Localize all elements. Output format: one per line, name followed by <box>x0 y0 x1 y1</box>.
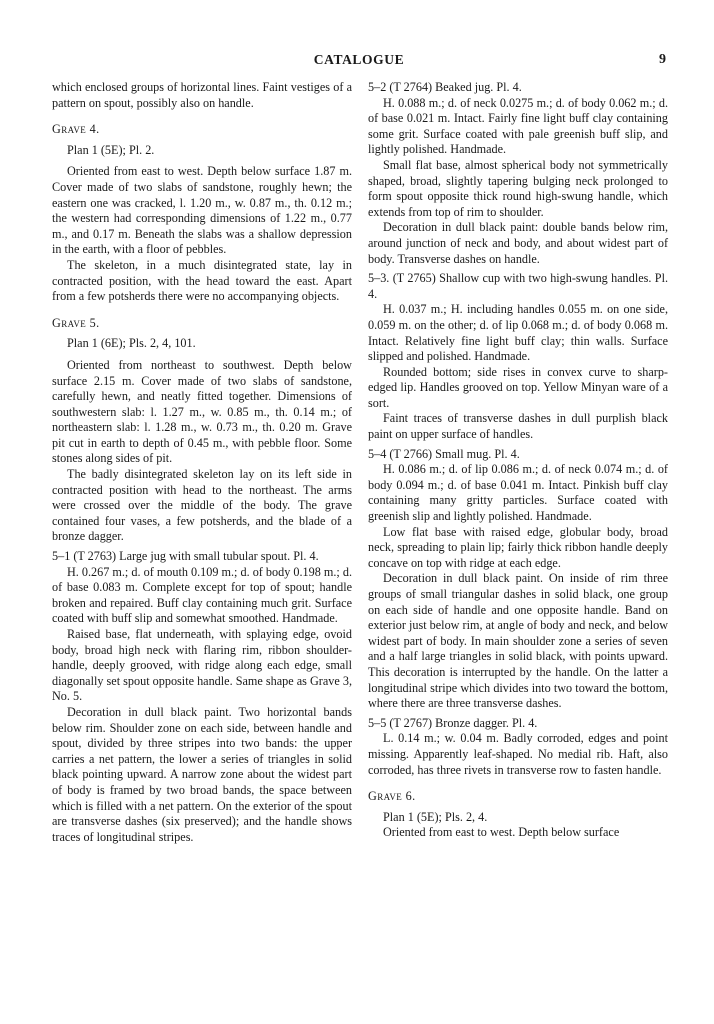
grave-6-heading: Grave 6. <box>368 789 416 804</box>
grave-5-plan: Plan 1 (6E); Pls. 2, 4, 101. <box>67 336 196 351</box>
item-5-2-shape: Small flat base, almost spherical body not symmetrically shaped, broad, slightly tapering bulging neck prolonged to form spout opposite thick round high-swung handle, which extends from top of rim to shoulder. <box>368 157 668 219</box>
grave-4-heading: Grave 4. <box>52 122 100 137</box>
left-column <box>52 80 352 845</box>
item-5-3-shape: Rounded bottom; side rises in convex curve to sharp-edged lip. Handles grooved on top. Yellow Minyan ware of a sort. <box>368 364 668 410</box>
item-5-5-description: L. 0.14 m.; w. 0.04 m. Badly corroded, edges and point missing. Apparently leaf-shaped. No medial rib. Haft, also corroded, has three rivets in transverse row to fasten handle. <box>368 731 668 777</box>
grave-5-description: Oriented from northeast to southwest. Depth below surface 2.15 m. Cover made of two slabs of sandstone, carefully hewn, and neatly fitted together. Dimensions of southwestern slab: l. 1.27 m., w. 0.85 m., th. 0.14 m.; of northeastern slab: l. 1.28 m., w. 0.73 m., th. 0.20 m. Grave pit cut in earth to depth of 0.45 m., with pebble floor. Some stones along sides of pit. <box>52 357 352 466</box>
item-5-2-decoration: Decoration in dull black paint: double bands below rim, around junction of neck and body, and about widest part of body. Transverse dashes on handle. <box>368 220 668 266</box>
grave-6-plan: Plan 1 (5E); Pls. 2, 4. <box>383 809 488 824</box>
item-5-1-decoration: Decoration in dull black paint. Two horizontal bands below rim. Shoulder zone on each side, between handle and spout, divided by three stripes into two bands: the upper carries a net pattern, the lower a series of triangles in solid black pointing upward. A narrow zone about the widest part of body is framed by two broad bands, the space between which is filled with a net pattern. On the exterior of the spout are transverse dashes (six preserved); and the handle shows traces of longitudinal stripes. <box>52 704 352 844</box>
item-5-3-title: 5–3. (T 2765) Shallow cup with two high-swung handles. Pl. 4. <box>368 271 668 301</box>
grave-5-heading: Grave 5. <box>52 315 100 330</box>
grave-5-skeleton: The badly disintegrated skeleton lay on its left side in contracted position with head to the northeast. The arms were crossed over the middle of the body. The grave contained four vases, a few potsherds, and the blade of a bronze dagger. <box>52 467 352 544</box>
item-5-4-dimensions: H. 0.086 m.; d. of lip 0.086 m.; d. of neck 0.074 m.; d. of body 0.094 m.; d. of base 0.041 m. Intact. Pinkish buff clay containing many gritty particles. Surface coated with greenish slip and lightly polished. Handmade. <box>368 462 668 524</box>
item-5-4-title: 5–4 (T 2766) Small mug. Pl. 4. <box>368 446 520 461</box>
item-5-2-dimensions: H. 0.088 m.; d. of neck 0.0275 m.; d. of body 0.062 m.; d. of base 0.021 m. Intact. Fairly fine light buff clay containing some grit. Surface coated with pale greenish buff slip, and lightly polished. Handmade. <box>368 95 668 157</box>
continued-paragraph: which enclosed groups of horizontal lines. Faint vestiges of a pattern on spout, possibly also on handle. <box>52 80 352 110</box>
item-5-5-title: 5–5 (T 2767) Bronze dagger. Pl. 4. <box>368 715 538 730</box>
item-5-1-title: 5–1 (T 2763) Large jug with small tubular spout. Pl. 4. <box>52 549 319 564</box>
right-column <box>368 80 668 841</box>
item-5-2-title: 5–2 (T 2764) Beaked jug. Pl. 4. <box>368 80 522 94</box>
grave-4-description: Oriented from east to west. Depth below surface 1.87 m. Cover made of two slabs of sandstone, roughly hewn; the eastern one was cracked, l. 1.20 m., w. 0.87 m., th. 0.12 m.; the western had corresponding dimensions of 1.22 m., 0.77 m., and 0.17 m. Beneath the slabs was a shallow depression in the earth, with a floor of pebbles. <box>52 164 352 257</box>
grave-4-skeleton: The skeleton, in a much disintegrated state, lay in contracted position, with the head toward the east. Apart from a few potsherds there were no accompanying objects. <box>52 257 352 304</box>
page-number: 9 <box>659 52 666 67</box>
item-5-3-decoration: Faint traces of transverse dashes in dull purplish black paint on upper surface of handles. <box>368 411 668 442</box>
item-5-4-shape: Low flat base with raised edge, globular body, broad neck, spreading to plain lip; fairly thick ribbon handle deeply concave on top with ridge at each edge. <box>368 524 668 570</box>
running-head: CATALOGUE <box>313 52 405 67</box>
item-5-4-decoration: Decoration in dull black paint. On inside of rim three groups of small triangular dashes in solid black, one group on each side of handle and one opposite handle. Band on exterior just below rim, at angle of body and neck, and below widest part of body. In main shoulder zone a series of seven and a half large triangles in solid black, with points upward. This decoration is interrupted by the handle. On the latter a longitudinal stripe which divides into two toward the bottom, where there are three transverse dashes. <box>368 571 668 711</box>
page-header <box>52 52 666 72</box>
grave-6-description: Oriented from east to west. Depth below surface <box>383 825 620 840</box>
item-5-1-shape: Raised base, flat underneath, with splaying edge, ovoid body, broad high neck with flaring rim, ribbon shoulder-handle, deeply grooved, with ridge along each edge, small diagonally set spout opposite handle. Same shape as Grave 3, No. 5. <box>52 627 352 704</box>
item-5-1-dimensions: H. 0.267 m.; d. of mouth 0.109 m.; d. of body 0.198 m.; d. of base 0.083 m. Complete except for top of spout; handle broken and repaired. Buff clay containing much grit. Surface coated with buff slip and somewhat smoothed. Handmade. <box>52 564 352 626</box>
grave-4-plan: Plan 1 (5E); Pl. 2. <box>67 142 155 157</box>
item-5-3-dimensions: H. 0.037 m.; H. including handles 0.055 m. on one side, 0.059 m. on the other; d. of lip 0.068 m.; d. of body 0.068 m. Intact. Relatively fine light buff clay; thin walls. Surface slipped and polished. Handmade. <box>368 302 668 364</box>
